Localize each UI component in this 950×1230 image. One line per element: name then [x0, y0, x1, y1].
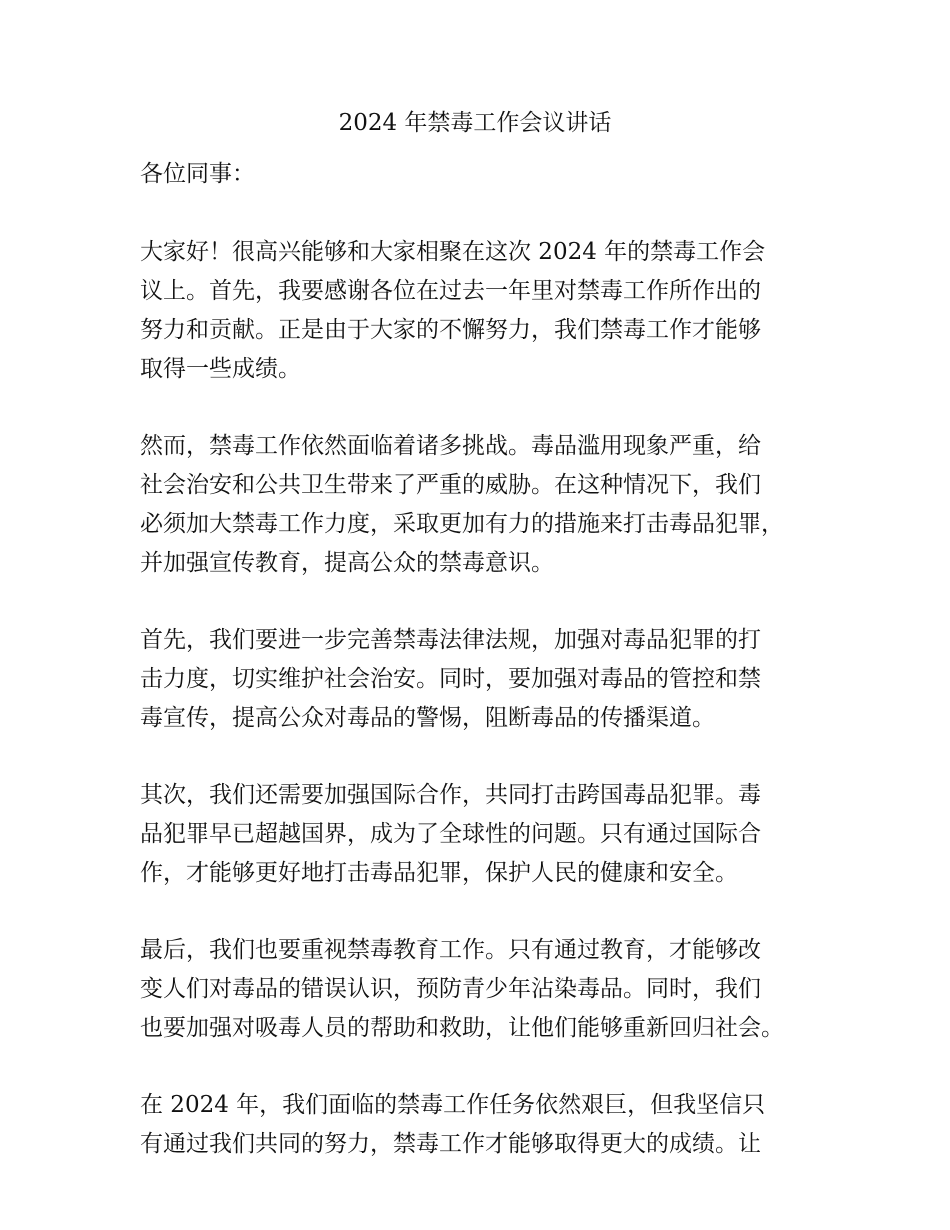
- text-line: 并加强宣传教育，提高公众的禁毒意识。: [140, 550, 554, 576]
- text-line: 毒宣传，提高公众对毒品的警惕，阻断毒品的传播渠道。: [140, 705, 715, 731]
- paragraph-1: [140, 233, 840, 389]
- text-line: 品犯罪早已超越国界，成为了全球性的问题。只有通过国际合: [140, 821, 761, 847]
- text-line: 有通过我们共同的努力，禁毒工作才能够取得更大的成绩。让: [140, 1131, 761, 1157]
- text-line: 在 2024 年，我们面临的禁毒工作任务依然艰巨，但我坚信只: [140, 1092, 766, 1118]
- paragraph-6: [140, 1086, 840, 1164]
- paragraph-2: [140, 427, 840, 583]
- paragraph-5: [140, 931, 840, 1048]
- text-line: 作，才能够更好地打击毒品犯罪，保护人民的健康和安全。: [140, 860, 738, 886]
- text-line: 社会治安和公共卫生带来了严重的威胁。在这种情况下，我们: [140, 472, 761, 498]
- page-title: 2024 年禁毒工作会议讲话: [338, 110, 612, 136]
- text-line: 也要加强对吸毒人员的帮助和救助，让他们能够重新回归社会。: [140, 1015, 784, 1041]
- text-line: 最后，我们也要重视禁毒教育工作。只有通过教育，才能够改: [140, 937, 761, 963]
- text-line: 击力度，切实维护社会治安。同时，要加强对毒品的管控和禁: [140, 666, 761, 692]
- text-line: 大家好！很高兴能够和大家相聚在这次 2024 年的禁毒工作会: [140, 239, 766, 265]
- text-line: 议上。首先，我要感谢各位在过去一年里对禁毒工作所作出的: [140, 278, 761, 304]
- document-body: [140, 155, 840, 1202]
- text-line: 必须加大禁毒工作力度，采取更加有力的措施来打击毒品犯罪，: [140, 511, 784, 537]
- text-line: 努力和贡献。正是由于大家的不懈努力，我们禁毒工作才能够: [140, 317, 761, 343]
- text-line: 变人们对毒品的错误认识，预防青少年沾染毒品。同时，我们: [140, 976, 761, 1002]
- text-line: 然而，禁毒工作依然面临着诸多挑战。毒品滥用现象严重，给: [140, 433, 761, 459]
- text-line: 其次，我们还需要加强国际合作，共同打击跨国毒品犯罪。毒: [140, 782, 761, 808]
- paragraph-3: [140, 621, 840, 738]
- text-line: 取得一些成绩。: [140, 356, 301, 382]
- text-line: 首先，我们要进一步完善禁毒法律法规，加强对毒品犯罪的打: [140, 627, 761, 653]
- salutation: 各位同事：: [140, 161, 255, 187]
- paragraph-4: [140, 776, 840, 893]
